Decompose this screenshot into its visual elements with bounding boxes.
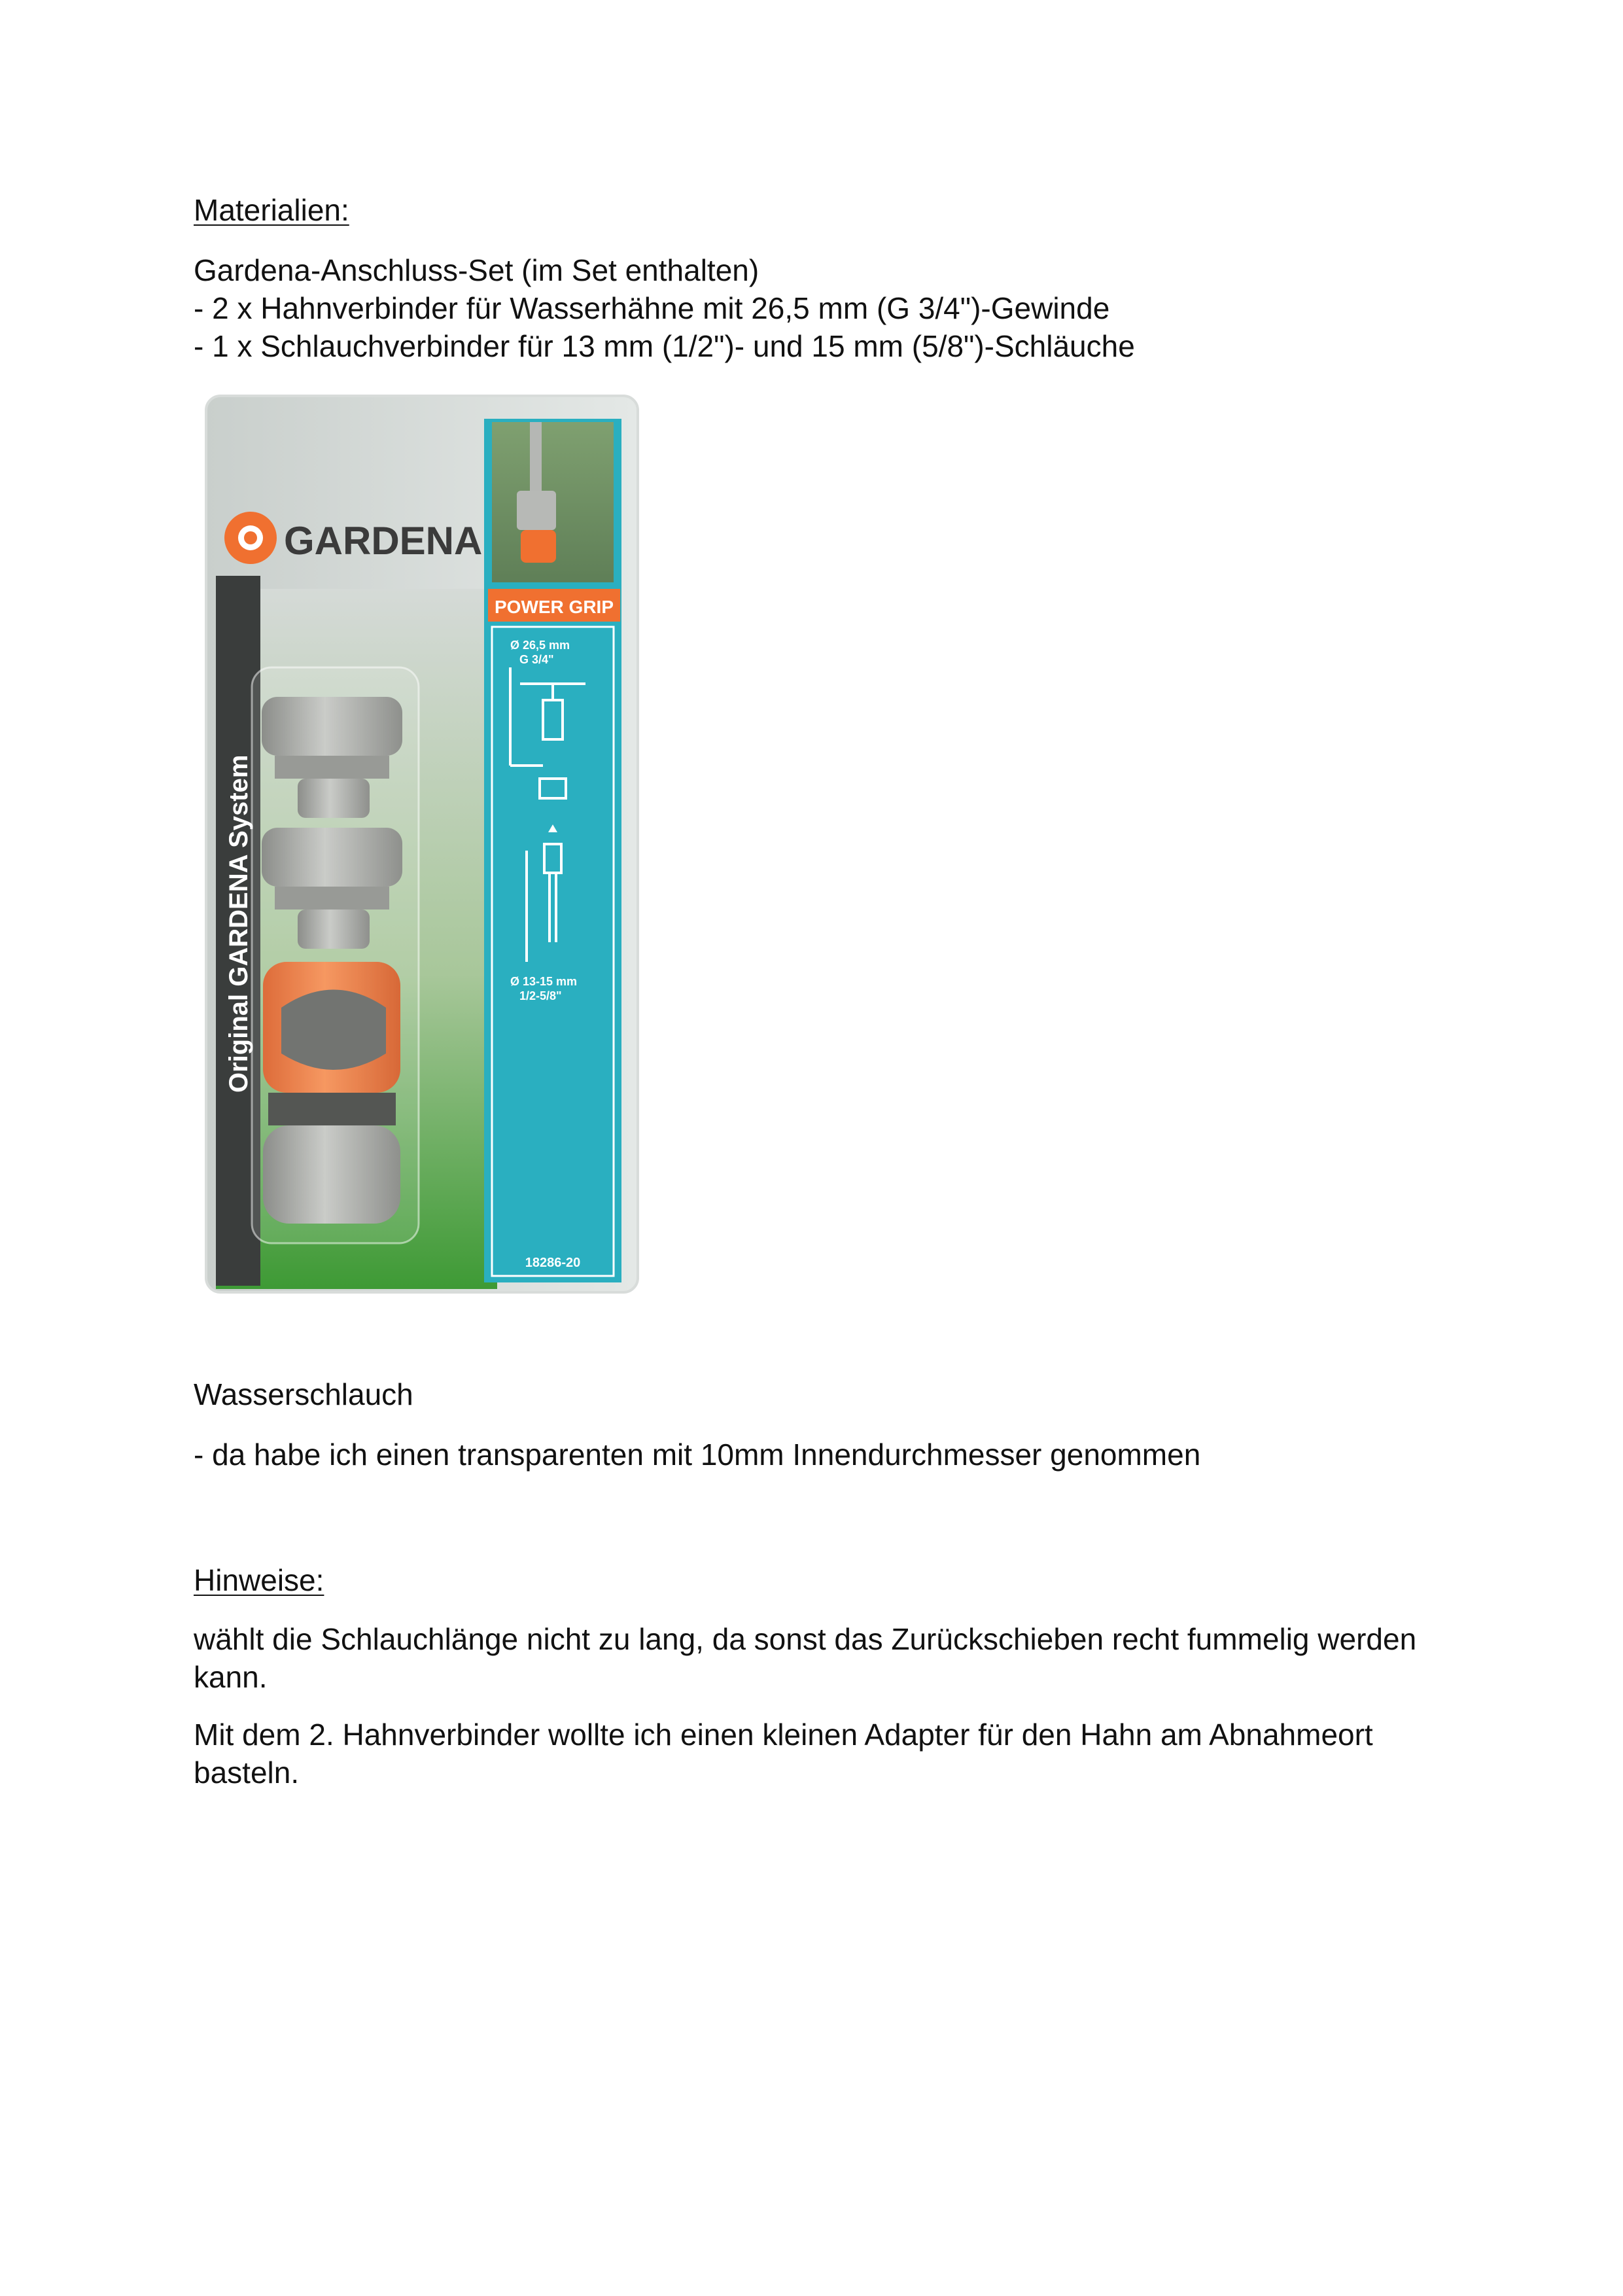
spec-top-line1: Ø 26,5 mm: [510, 639, 570, 652]
side-text: Original GARDENA System: [224, 754, 253, 1093]
spec-bottom-line2: 1/2-5/8": [519, 989, 562, 1002]
article-number: 18286-20: [525, 1256, 581, 1270]
gardena-logo-icon: [224, 512, 277, 564]
spec-bottom-line1: Ø 13-15 mm: [510, 975, 578, 988]
hose-note: - da habe ich einen transparenten mit 10mm Innendurchmesser genommen: [194, 1438, 1201, 1472]
hint-paragraph: wählt die Schlauchlänge nicht zu lang, da sonst das Zurückschieben recht fummelig werden kann.: [194, 1622, 1417, 1694]
brand-name: GARDENA: [284, 519, 483, 563]
spec-top-line2: G 3/4": [519, 653, 554, 666]
material-item: - 2 x Hahnverbinder für Wasserhähne mit 26,5 mm (G 3/4")-Gewinde: [194, 291, 1110, 325]
materials-heading: Materialien:: [194, 193, 349, 227]
power-grip-label: POWER GRIP: [494, 597, 614, 617]
gardena-product-image: [203, 393, 648, 1296]
hints-heading: Hinweise:: [194, 1563, 324, 1597]
material-item: - 1 x Schlauchverbinder für 13 mm (1/2")- und 15 mm (5/8")-Schläuche: [194, 329, 1135, 363]
kit-title: Gardena-Anschluss-Set (im Set enthalten): [194, 253, 759, 287]
hint-paragraph: Mit dem 2. Hahnverbinder wollte ich einen kleinen Adapter für den Hahn am Abnahmeort basteln.: [194, 1718, 1373, 1790]
hose-heading: Wasserschlauch: [194, 1377, 413, 1411]
